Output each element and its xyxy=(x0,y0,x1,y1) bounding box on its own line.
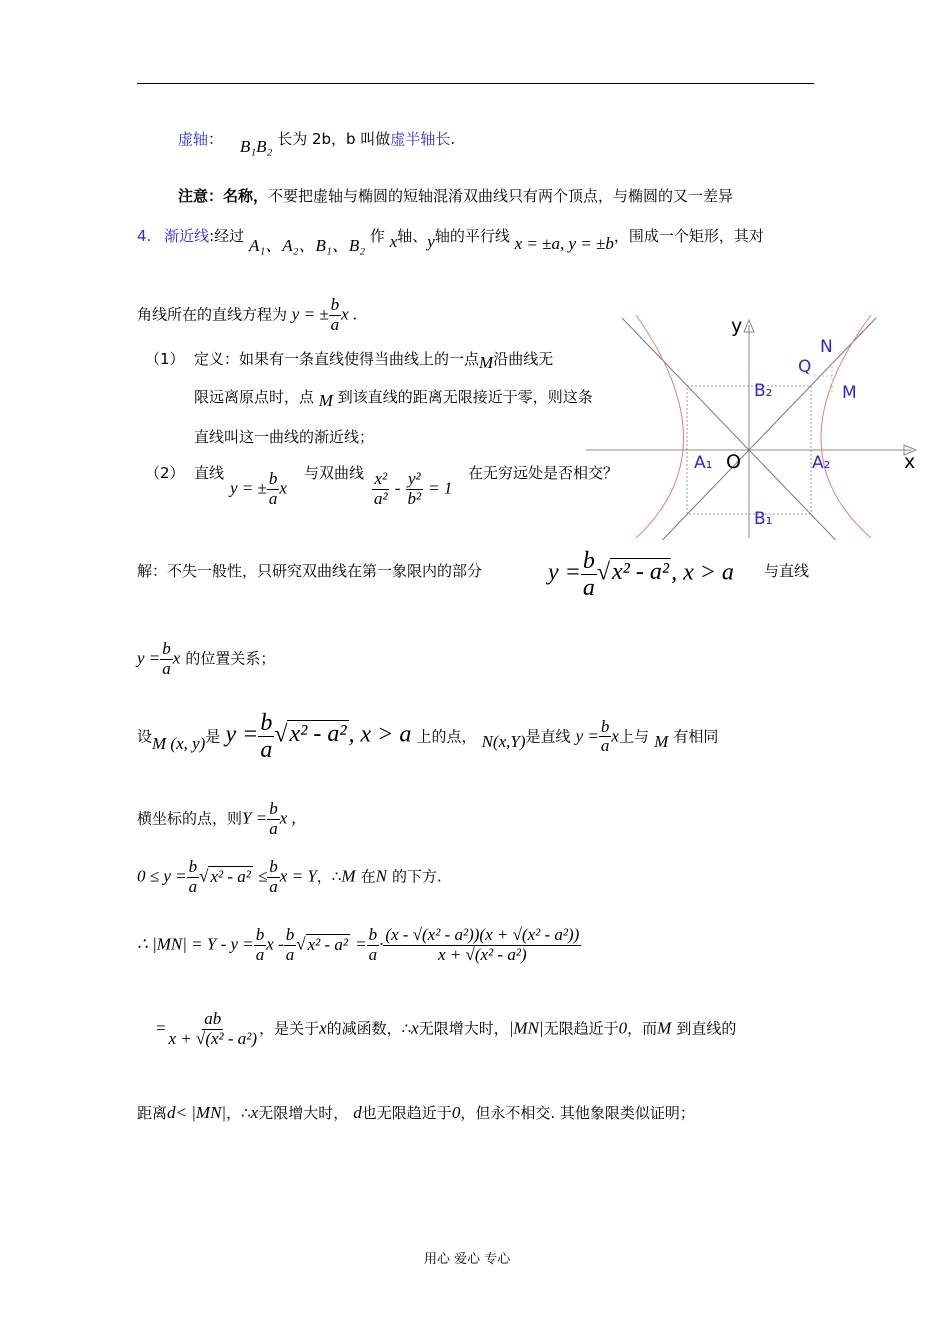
horiz-text: 横坐标的点，则 xyxy=(137,809,243,828)
frac-num: b xyxy=(188,857,198,876)
therefore: ，∴ xyxy=(226,1104,251,1122)
hyperbola-left-branch xyxy=(636,315,684,538)
big-den: x + √(x² - a²) xyxy=(438,944,527,964)
condition: , x > a xyxy=(671,559,734,586)
equals-one: = 1 xyxy=(428,478,453,498)
point-m: M xyxy=(479,353,494,372)
length-text: 长为 2b，b 叫做 xyxy=(277,130,391,148)
point-on-text: 上的点， xyxy=(416,727,477,746)
while-text: ，而 xyxy=(627,1019,658,1038)
text-axis: 轴、 xyxy=(397,227,428,245)
y-var: y xyxy=(427,232,435,251)
increase-text: 无限增大时， xyxy=(258,1104,349,1122)
def-text-b: 沿曲线无 xyxy=(493,350,554,368)
conclusion-text: ，但永不相交. 其他象限类似证明； xyxy=(460,1104,695,1122)
approach-text: 也无限趋近于 xyxy=(361,1104,452,1122)
at-text: 在 xyxy=(360,867,376,886)
label-x: x xyxy=(904,451,916,473)
d-var-2: d xyxy=(353,1103,362,1122)
x-var: x xyxy=(389,232,398,251)
ineq-fraction-1 xyxy=(187,858,200,896)
with-text: 上与 xyxy=(618,727,649,746)
frac-den: a xyxy=(582,575,595,602)
ineq-start: 0 ≤ y = xyxy=(137,866,187,886)
distance-word: 距离 xyxy=(137,1104,168,1122)
big-num: (x - √(x² - a²))(x + √(x² - a²)) xyxy=(385,925,580,944)
header-rule xyxy=(137,83,814,84)
frac-den: a xyxy=(260,737,273,764)
d-var: d xyxy=(167,1103,176,1122)
about-text: ，是关于 xyxy=(259,1019,320,1038)
asymptote-label: 渐近线 xyxy=(164,227,210,245)
def-line-2 xyxy=(194,386,593,410)
dot: · xyxy=(379,934,384,954)
ineq-end: x = Y xyxy=(279,866,317,886)
label-a1: A₁ xyxy=(694,453,713,473)
abs-mn: |MN| xyxy=(508,1018,544,1038)
frac-num: b xyxy=(268,469,278,488)
label-m: M xyxy=(842,383,857,403)
eq-left: y = xyxy=(548,559,581,586)
def-num: （1） xyxy=(145,350,185,368)
q2-line-word: 直线 xyxy=(194,464,225,482)
line-left: y = xyxy=(575,726,599,746)
frac-num: b xyxy=(600,716,610,736)
text-rect: ，围成一个矩形，其对 xyxy=(613,227,764,245)
sol2-line xyxy=(137,640,275,678)
note-label: 注意：名称， xyxy=(178,187,269,205)
vertex-points: A₁、A₂、B₁、B₂ xyxy=(248,236,366,255)
q2-hyperbola-word: 与双曲线 xyxy=(304,464,365,482)
to-line-text: 到直线的 xyxy=(676,1019,737,1038)
frac-num: y² xyxy=(407,469,421,488)
hyp-frac-x xyxy=(372,470,390,508)
q2-fraction xyxy=(267,470,280,508)
fraction-b-a xyxy=(329,296,342,334)
note-text: 不要把虚轴与椭圆的短轴混淆双曲线只有两个顶点，与椭圆的又一差异 xyxy=(268,187,734,205)
mn-start: ∴ |MN| = Y - y = xyxy=(137,934,254,954)
text-make: 作 xyxy=(369,227,385,245)
label-n: N xyxy=(820,337,833,357)
mn-fraction-3 xyxy=(367,926,380,964)
def-text-d: 到该直线的距离无限接近于零，则这条 xyxy=(337,388,593,406)
label-q: Q xyxy=(798,357,812,377)
x-var-2: x xyxy=(411,1018,419,1038)
label-a2: A₂ xyxy=(812,453,831,473)
imaginary-axis-label: 虚轴 xyxy=(178,130,209,148)
def-line-1 xyxy=(194,348,554,372)
mn-line: ∴ |MN| = Y - y = $\frac{b}{a}$ x - $\frac{b}{a}$ √ x² - a² = $\frac{b}{a}$ · $\frac{\text{(x - √(x² - a²))(x + √(x² - a²))}}{\text{x + √(x² - a²)}}$ xyxy=(137,925,580,964)
leq: ≤ xyxy=(257,866,268,886)
label-b1: B₁ xyxy=(754,509,773,529)
frac-num: b xyxy=(582,548,595,574)
diagonal-text: 角线所在的直线方程为 xyxy=(137,305,288,324)
eq-left: y = ± xyxy=(291,304,329,324)
x-var: x , xyxy=(279,808,296,828)
q2-line-eq xyxy=(230,470,287,508)
frac-num: b xyxy=(260,710,273,736)
colon: ： xyxy=(208,130,224,148)
frac-den: a xyxy=(268,488,278,508)
radicand: x² - a² xyxy=(210,866,251,886)
frac-den: a xyxy=(269,876,278,896)
ineq-fraction-2 xyxy=(267,858,280,896)
frac-num: b xyxy=(255,925,265,944)
set-line-fraction xyxy=(599,718,612,756)
eq-left: y = xyxy=(225,721,259,748)
set-word: 设 xyxy=(137,727,153,746)
equals: = xyxy=(155,1018,167,1038)
mn-fraction-1 xyxy=(254,926,267,964)
increase-text: 无限增大时， xyxy=(418,1019,509,1038)
is-line-text: 是直线 xyxy=(525,727,571,746)
branch-eq: y = $\frac{b}{a}$ √x² - a², x > a xyxy=(548,548,734,602)
decreasing-text: 的减函数，∴ xyxy=(326,1019,412,1038)
zero: 0 xyxy=(451,1103,461,1122)
frac-den: a xyxy=(269,818,278,838)
frac-den: a xyxy=(188,876,198,896)
frac-den: a xyxy=(368,944,378,964)
sol2-fraction xyxy=(160,640,173,678)
horiz-fraction xyxy=(267,800,280,838)
asymptote-line xyxy=(137,221,764,255)
frac-num: b xyxy=(330,295,340,314)
note-line xyxy=(178,185,733,206)
frac-den: a xyxy=(285,944,295,964)
frac-den: b² xyxy=(407,488,422,508)
frac-num: ab xyxy=(204,1009,222,1028)
rect-lines-eq: x = ±a, y = ±b xyxy=(514,234,614,253)
label-y: y xyxy=(731,315,743,337)
frac-den: a xyxy=(162,658,171,678)
approach-text: 无限趋近于 xyxy=(543,1019,619,1038)
frac-den: a xyxy=(330,314,340,334)
q2-question: 在无穷远处是否相交？ xyxy=(468,464,619,482)
hyperbola-figure xyxy=(586,310,926,540)
frac-num: x² xyxy=(374,469,388,488)
mn-fraction-2 xyxy=(284,926,297,964)
equals: = xyxy=(355,934,367,954)
distance-line xyxy=(137,1102,695,1123)
therefore: ，∴ xyxy=(316,867,342,886)
label-o: O xyxy=(726,451,741,473)
def-text-c: 限远离原点时，点 xyxy=(194,388,315,406)
hyp-frac-y xyxy=(405,470,423,508)
frac-den: a xyxy=(255,944,265,964)
inequality-line: 0 ≤ y = $\frac{b}{a}$ √ x² - a² ≤ $\frac{b}{a}$ x = Y，∴M 在N 的下方. xyxy=(137,857,442,896)
frac-num: b xyxy=(162,639,171,658)
def-line-3: 直线叫这一曲线的渐近线； xyxy=(194,428,375,446)
frac-num: b xyxy=(368,925,378,944)
eq-right: x . xyxy=(341,304,358,324)
below-text: 的下方. xyxy=(392,867,442,886)
text-pass: :经过 xyxy=(209,227,245,245)
segment-b1b2: B₁B₂ xyxy=(239,137,273,156)
is-word: 是 xyxy=(205,727,221,746)
point-m-2: M xyxy=(318,391,333,410)
sol-fraction xyxy=(581,548,597,602)
label-b2: B₂ xyxy=(754,381,773,401)
radicand: x² - a² xyxy=(289,721,347,748)
footer-text: 用心 爱心 专心 xyxy=(424,1252,511,1267)
frac-den: a xyxy=(600,736,610,756)
mn2-line xyxy=(155,1010,736,1048)
def-text-a: 定义：如果有一条直线使得当曲线上的一点 xyxy=(194,350,480,368)
point-n: N xyxy=(375,866,387,886)
line-left: y = ± xyxy=(230,478,267,498)
frac-num: b xyxy=(269,857,278,876)
condition: , x > a xyxy=(348,721,412,748)
line-right: x xyxy=(611,726,619,746)
imaginary-axis-line xyxy=(178,128,456,156)
radicand: x² - a² xyxy=(612,559,670,586)
point-m: M xyxy=(654,732,669,752)
frac-num: b xyxy=(285,925,295,944)
point-m: M xyxy=(657,1018,672,1038)
mn-big-fraction xyxy=(383,926,581,964)
set-fraction xyxy=(258,710,274,764)
x-minus: x - xyxy=(266,934,284,954)
semi-imaginary-axis-term: 虚半轴长 xyxy=(390,130,451,148)
section-number: 4. xyxy=(137,227,152,245)
zero: 0 xyxy=(618,1018,628,1038)
hyperbola-eq xyxy=(372,470,452,508)
horiz-line xyxy=(137,800,296,838)
period: . xyxy=(450,130,456,148)
point-m: M xyxy=(341,866,356,886)
text-parallel: 轴的平行线 xyxy=(434,227,510,245)
frac-den: a² xyxy=(374,488,388,508)
eq-left: y = xyxy=(137,648,161,668)
point-m-coords: M (x, y) xyxy=(152,734,206,754)
set-line: 设M (x, y)是 y = $\frac{b}{a}$ √x² - a², x > a 上的点， N(x,Y)是直线 y = $\frac{b}{a}$ x上与 M 有相同 xyxy=(137,710,719,764)
q2-num: （2） xyxy=(145,464,185,482)
ab-fraction xyxy=(166,1010,259,1048)
frac-den: x + √(x² - a²) xyxy=(168,1028,258,1048)
diagonal-line xyxy=(137,296,357,334)
eq-right: x xyxy=(172,648,181,668)
frac-num: b xyxy=(269,799,278,818)
same-text: 有相同 xyxy=(673,727,719,746)
solution-text: 解：不失一般性，只研究双曲线在第一象限内的部分 xyxy=(137,562,483,580)
point-n-coords: N(x,Y) xyxy=(481,732,526,752)
x-var: x xyxy=(319,1018,327,1038)
with-line: 与直线 xyxy=(764,562,810,580)
less-than-mn: < |MN| xyxy=(175,1103,227,1122)
minus: - xyxy=(394,478,401,498)
x-var: x xyxy=(250,1103,259,1122)
relation-text: 的位置关系； xyxy=(185,649,276,668)
y-cap-eq: Y = xyxy=(242,808,268,828)
radicand: x² - a² xyxy=(307,934,348,954)
line-right: x xyxy=(279,478,287,498)
